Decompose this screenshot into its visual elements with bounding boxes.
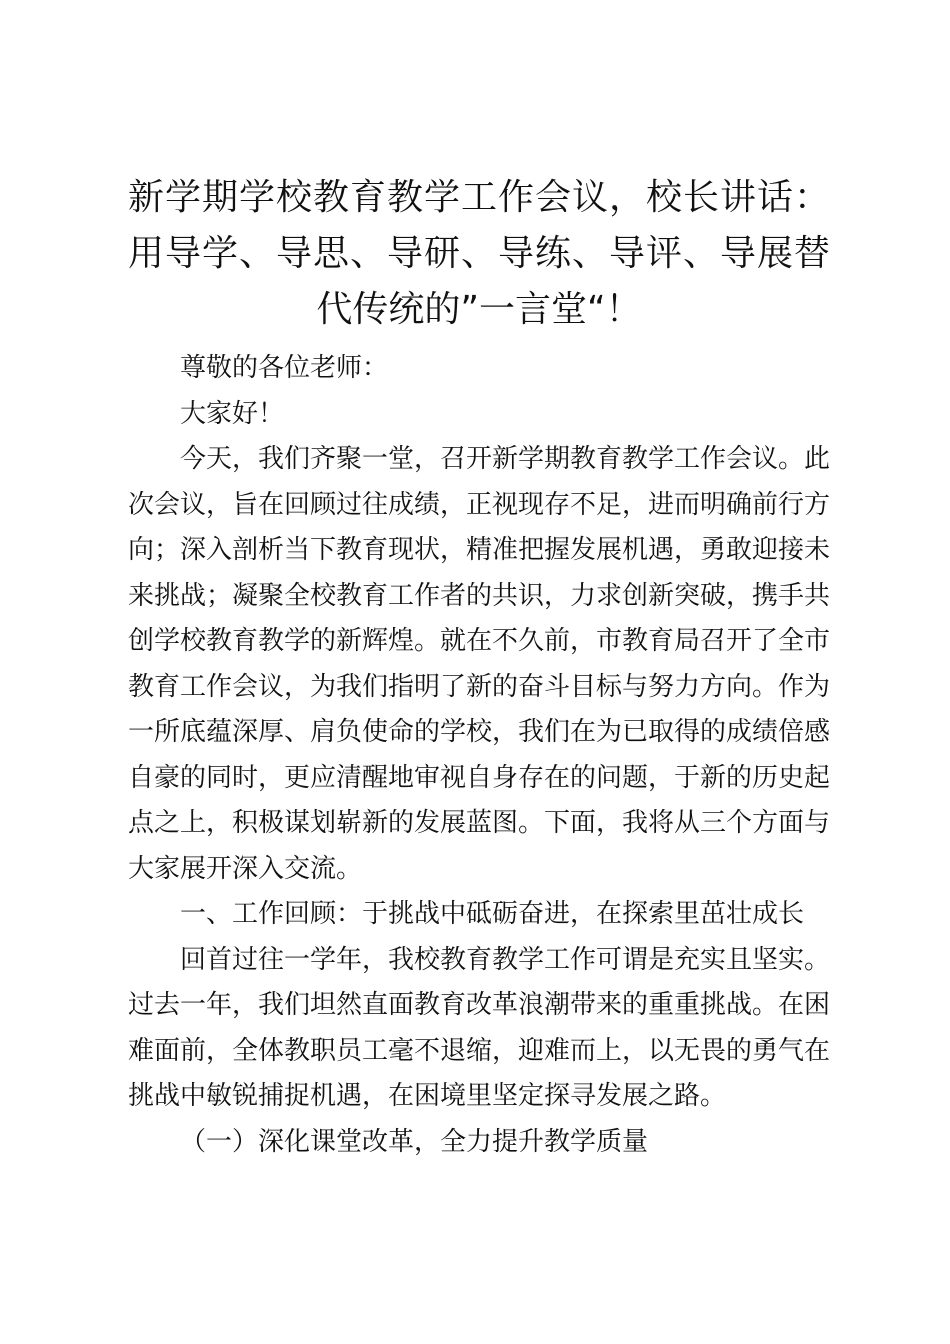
subsection-heading: （一）深化课堂改革，全力提升教学质量	[180, 1126, 649, 1157]
section-heading: 一、工作回顾：于挑战中砥砺奋进，在探索里茁壮成长	[180, 899, 805, 929]
document-title: 新学期学校教育教学工作会议，校长讲话：用导学、导思、导研、导练、导评、导展替代传统的”一言堂“！	[128, 177, 830, 330]
greeting: 大家好！	[180, 398, 285, 429]
salutation: 尊敬的各位老师：	[180, 353, 389, 383]
body-paragraph: 回首过往一学年，我校教育教学工作可谓是充实且坚实。过去一年，我们坦然直面教育改革浪潮带来的重重挑战。在困难面前，全体教职员工毫不退缩，迎难而上，以无畏的勇气在挑战中敏锐捕捉机遇，在困境里坚定探寻发展之路。	[128, 944, 831, 1111]
body-paragraph: 今天，我们齐聚一堂，召开新学期教育教学工作会议。此次会议，旨在回顾过往成绩，正视现存不足，进而明确前行方向；深入剖析当下教育现状，精准把握发展机遇，勇敢迎接未来挑战；凝聚全校教育工作者的共识，力求创新突破，携手共创学校教育教学的新辉煌。就在不久前，市教育局召开了全市教育工作会议，为我们指明了新的奋斗目标与努力方向。作为一所底蕴深厚、肩负使命的学校，我们在为已取得的成绩倍感自豪的同时，更应清醒地审视自身存在的问题，于新的历史起点之上，积极谋划崭新的发展蓝图。下面，我将从三个方面与大家展开深入交流。	[128, 444, 831, 884]
document-page	[128, 170, 830, 1165]
